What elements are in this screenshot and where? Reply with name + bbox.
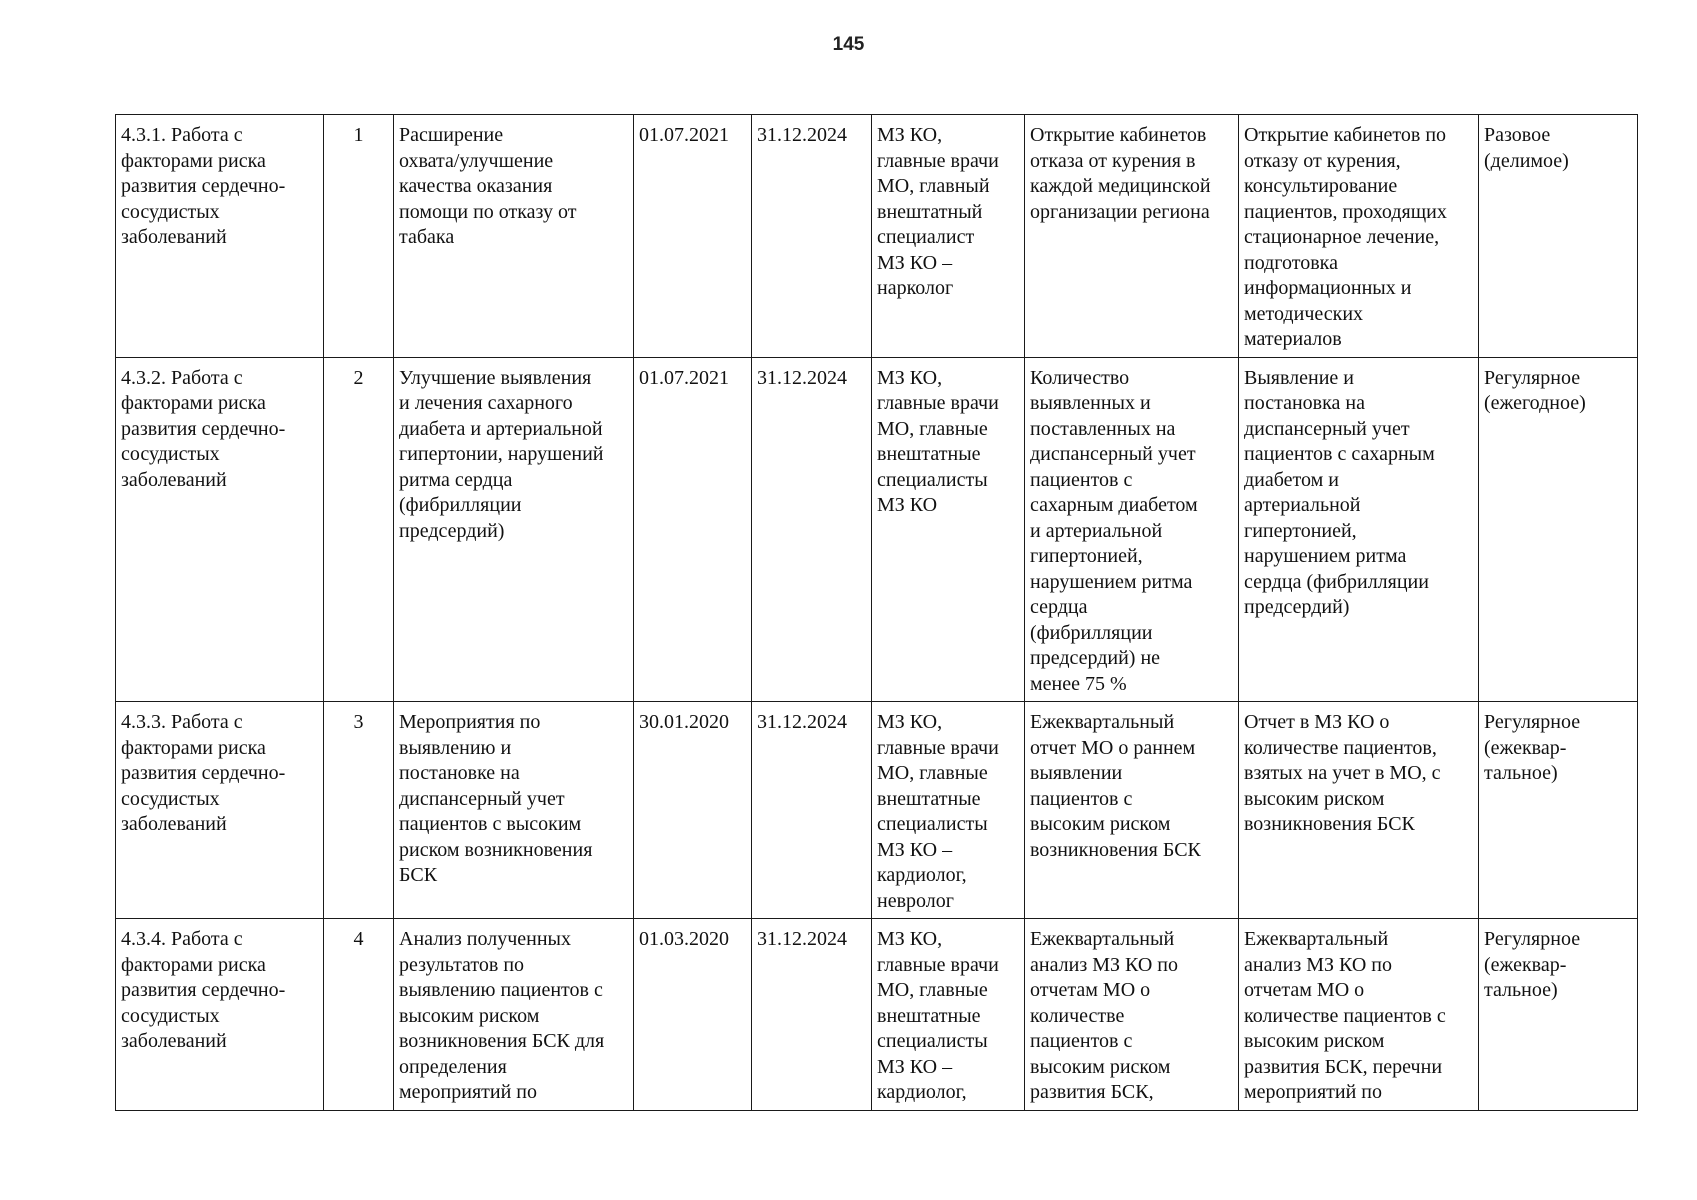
- indicator-cell: Количество выявленных и поставленных на диспансерный учет пациентов с сахарным диабетом и артериальной гипертонией, нарушением ритма сердца (фибрилляции предсердий) не менее 75 %: [1025, 357, 1239, 702]
- activity-cell: Анализ полученных результатов по выявлению пациентов с высоким риском возникновения БСК для определения мероприятий по: [394, 919, 634, 1111]
- start-date-cell: 01.07.2021: [634, 115, 752, 358]
- table-row: [116, 702, 1638, 919]
- section-cell: 4.3.4. Работа с факторами риска развития сердечно- сосудистых заболеваний: [116, 919, 324, 1111]
- indicator-cell: Открытие кабинетов отказа от курения в каждой медицинской организации региона: [1025, 115, 1239, 358]
- responsible-cell: МЗ КО, главные врачи МО, главные внештатные специалисты МЗ КО: [872, 357, 1025, 702]
- page-number: 145: [832, 34, 865, 55]
- indicator-cell: Ежеквартальный отчет МО о раннем выявлении пациентов с высоким риском возникновения БСК: [1025, 702, 1239, 919]
- type-cell: Разовое (делимое): [1479, 115, 1638, 358]
- number-cell: 1: [324, 115, 394, 358]
- end-date-cell: 31.12.2024: [752, 702, 872, 919]
- end-date-cell: 31.12.2024: [752, 115, 872, 358]
- start-date-cell: 01.07.2021: [634, 357, 752, 702]
- end-date-cell: 31.12.2024: [752, 357, 872, 702]
- start-date-cell: 01.03.2020: [634, 919, 752, 1111]
- type-cell: Регулярное (ежегодное): [1479, 357, 1638, 702]
- table-row: [116, 357, 1638, 702]
- section-cell: 4.3.2. Работа с факторами риска развития сердечно- сосудистых заболеваний: [116, 357, 324, 702]
- number-cell: 4: [324, 919, 394, 1111]
- responsible-cell: МЗ КО, главные врачи МО, главный внештатный специалист МЗ КО – нарколог: [872, 115, 1025, 358]
- type-cell: Регулярное (ежеквар- тальное): [1479, 702, 1638, 919]
- activity-plan-table: [115, 114, 1638, 1111]
- activity-cell: Мероприятия по выявлению и постановке на диспансерный учет пациентов с высоким риском возникновения БСК: [394, 702, 634, 919]
- responsible-cell: МЗ КО, главные врачи МО, главные внештатные специалисты МЗ КО – кардиолог, невролог: [872, 702, 1025, 919]
- number-cell: 2: [324, 357, 394, 702]
- responsible-cell: МЗ КО, главные врачи МО, главные внештатные специалисты МЗ КО – кардиолог,: [872, 919, 1025, 1111]
- start-date-cell: 30.01.2020: [634, 702, 752, 919]
- table-row: [116, 919, 1638, 1111]
- number-cell: 3: [324, 702, 394, 919]
- activity-cell: Улучшение выявления и лечения сахарного диабета и артериальной гипертонии, нарушений ритма сердца (фибрилляции предсердий): [394, 357, 634, 702]
- result-cell: Ежеквартальный анализ МЗ КО по отчетам МО о количестве пациентов с высоким риском развития БСК, перечни мероприятий по: [1239, 919, 1479, 1111]
- result-cell: Отчет в МЗ КО о количестве пациентов, взятых на учет в МО, с высоким риском возникновения БСК: [1239, 702, 1479, 919]
- section-cell: 4.3.3. Работа с факторами риска развития сердечно- сосудистых заболеваний: [116, 702, 324, 919]
- indicator-cell: Ежеквартальный анализ МЗ КО по отчетам МО о количестве пациентов с высоким риском развития БСК,: [1025, 919, 1239, 1111]
- result-cell: Открытие кабинетов по отказу от курения, консультирование пациентов, проходящих стационарное лечение, подготовка информационных и методических материалов: [1239, 115, 1479, 358]
- end-date-cell: 31.12.2024: [752, 919, 872, 1111]
- type-cell: Регулярное (ежеквар- тальное): [1479, 919, 1638, 1111]
- table-row: [116, 115, 1638, 358]
- section-cell: 4.3.1. Работа с факторами риска развития сердечно- сосудистых заболеваний: [116, 115, 324, 358]
- result-cell: Выявление и постановка на диспансерный учет пациентов с сахарным диабетом и артериальной гипертонией, нарушением ритма сердца (фибрилляции предсердий): [1239, 357, 1479, 702]
- activity-cell: Расширение охвата/улучшение качества оказания помощи по отказу от табака: [394, 115, 634, 358]
